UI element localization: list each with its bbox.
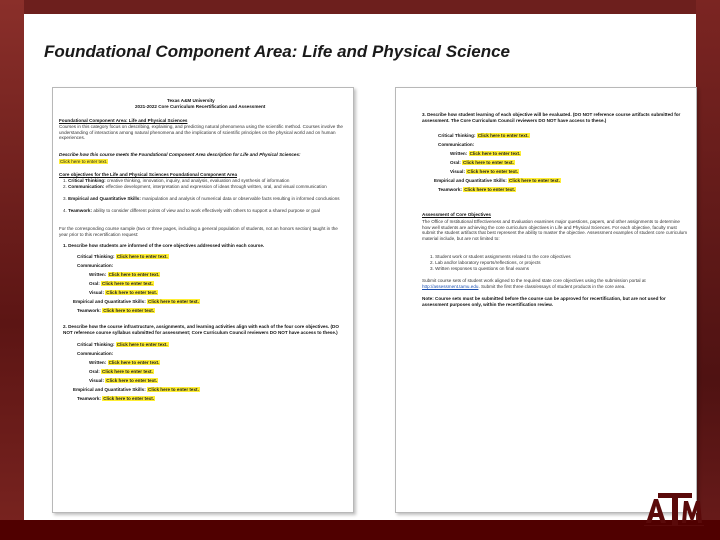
assessment-text: The Office of Institutional Effectiveness and Evaluation examines major questions, papers, and other assignments to determine how well students are achieving the core curriculum objectives in Life and Physical Sciences. For each objective, faculty must submit the student artifacts that best represent the ability to master the objective. Assessment examples of student core curriculum material include, but are not limited to: bbox=[422, 219, 688, 241]
q3-oral[interactable]: Oral: Click here to enter text. bbox=[450, 160, 514, 165]
q2-visual[interactable]: Visual: Click here to enter text. bbox=[89, 378, 158, 383]
q3-teamwork[interactable]: Teamwork: Click here to enter text. bbox=[438, 187, 516, 192]
atm-logo-icon bbox=[644, 489, 706, 529]
question-3: 3. Describe how student learning of each objective will be evaluated. (DO NOT reference course artifacts submitted for assessment. The Core Curriculum Council reviewers DO NOT have access to these.) bbox=[422, 112, 681, 123]
document-page-2 bbox=[395, 87, 697, 513]
objective-1: 1. Critical Thinking: creative thinking, innovation, inquiry, and analysis, evaluation and synthesis of information bbox=[63, 178, 290, 183]
example-1: 1. Student work or student assignments related to the core objectives bbox=[430, 254, 571, 259]
q3-critical-thinking[interactable]: Critical Thinking: Click here to enter text. bbox=[438, 133, 529, 138]
describe-answer[interactable] bbox=[59, 159, 108, 164]
placeholder-text: Click here to enter text. bbox=[60, 159, 108, 164]
background-right bbox=[696, 0, 720, 540]
objective-2: 2. Communication: effective development, interpretation and expression of ideas through written, oral, and visual communication bbox=[63, 184, 327, 189]
slide bbox=[24, 14, 696, 520]
doc-subtitle: 2021-2022 Core Curriculum Recertification and Assessment bbox=[135, 104, 266, 109]
q3-communication: Communication: bbox=[438, 142, 475, 147]
q1-teamwork[interactable]: Teamwork: Click here to enter text. bbox=[77, 308, 155, 313]
q2-communication: Communication: bbox=[77, 351, 114, 356]
q1-written[interactable]: Written: Click here to enter text. bbox=[89, 272, 160, 277]
question-2: 2. Describe how the course infrastructure, assignments, and learning activities align with each of the four core objectives. (DO NOT reference course syllabus submitted for assessment; Core Curriculum Council reviewers DO NOT have access to these.) bbox=[63, 324, 339, 335]
background-bottom bbox=[0, 520, 720, 540]
q2-oral[interactable]: Oral: Click here to enter text. bbox=[89, 369, 153, 374]
q3-visual[interactable]: Visual: Click here to enter text. bbox=[450, 169, 519, 174]
fca-text: Courses in this category focus on describing, explaining, and predicting natural phenomena using the scientific method. Courses involve the understanding of interactions among natural phenomena and the implications of scientific principles on the physical world and on human experiences. bbox=[59, 124, 343, 140]
core-objectives-heading: Core objectives for the Life and Physical Sciences Foundational Component Area bbox=[59, 172, 238, 177]
q1-oral[interactable]: Oral: Click here to enter text. bbox=[89, 281, 153, 286]
objective-4: 4. Teamwork: ability to consider different points of view and to work effectively with others to support a shared purpose or goal bbox=[63, 208, 320, 213]
submit-text: Submit course sets of student work aligned to the required state core objectives using the submission portal at http://assessment.tamu.edu. Submit the first three class/essays of student products in the core area. bbox=[422, 278, 646, 289]
example-2: 2. Lab and/or laboratory reports/reflections, or projects bbox=[430, 260, 541, 265]
q3-empirical-quantitative[interactable]: Empirical and Quantitative Skills: Click here to enter text. bbox=[434, 178, 560, 183]
q2-empirical-quantitative[interactable]: Empirical and Quantitative Skills: Click here to enter text. bbox=[73, 387, 199, 392]
question-1: 1. Describe how students are informed of the core objectives addressed within each course. bbox=[63, 243, 265, 248]
assessment-heading: Assessment of Core Objectives bbox=[422, 212, 491, 217]
q1-communication: Communication: bbox=[77, 263, 114, 268]
q3-written[interactable]: Written: Click here to enter text. bbox=[450, 151, 521, 156]
slide-title: Foundational Component Area: Life and Physical Science bbox=[44, 42, 511, 61]
q1-empirical-quantitative[interactable]: Empirical and Quantitative Skills: Click here to enter text. bbox=[73, 299, 199, 304]
q2-written[interactable]: Written: Click here to enter text. bbox=[89, 360, 160, 365]
submission-portal-link[interactable]: http://assessment.tamu.edu bbox=[422, 283, 479, 289]
q1-visual[interactable]: Visual: Click here to enter text. bbox=[89, 290, 158, 295]
describe-question: Describe how this course meets the Foundational Component Area description for Life and Physical Sciences: bbox=[59, 152, 301, 157]
doc-org: Texas A&M University bbox=[167, 98, 215, 103]
background-top bbox=[0, 0, 720, 14]
sample-note: For the corresponding course sample (two or three pages, including a general population of students, not an honors section) taught in the year prior to this recertification request: bbox=[59, 226, 338, 237]
fca-heading: Foundational Component Area: Life and Physical Sciences bbox=[59, 118, 188, 123]
q2-teamwork[interactable]: Teamwork: Click here to enter text. bbox=[77, 396, 155, 401]
q2-critical-thinking[interactable]: Critical Thinking: Click here to enter text. bbox=[77, 342, 168, 347]
example-3: 3. Written responses to questions on final exams bbox=[430, 266, 529, 271]
objective-3: 3. Empirical and Quantitative Skills: manipulation and analysis of numerical data or observable facts resulting in informed conclusions bbox=[63, 196, 340, 201]
final-note: Note: Course sets must be submitted before the course can be approved for recertification, but are not used for assessment purposes only, within the recertification review. bbox=[422, 296, 666, 307]
q1-critical-thinking[interactable]: Critical Thinking: Click here to enter text. bbox=[77, 254, 168, 259]
background-left bbox=[0, 0, 24, 540]
document-page-1 bbox=[52, 87, 354, 513]
